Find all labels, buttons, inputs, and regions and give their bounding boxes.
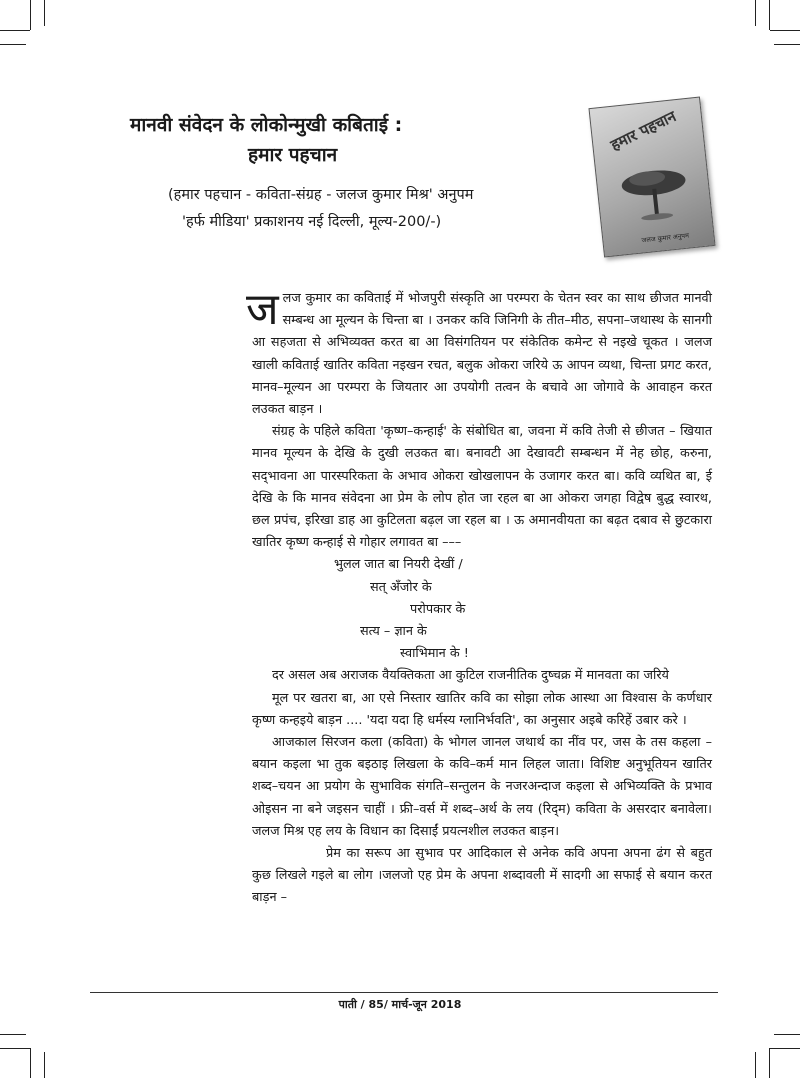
poem-line: स्वाभिमान के !	[400, 646, 469, 662]
crop-mark	[755, 0, 756, 26]
paragraph-4: आजकाल सिरजन कला (कविता) के भोगल जानल जथार्थ का नींव पर, जस के तस कहला –बयान कइला भा तुक बइठाइ लिखला के कवि–कर्म मान लिहल जाता। विशिष्ट अनुभूतियन खातिर शब्द–चयन आ प्रयोग के सुभाविक संगति–सन्तुलन के नजरअन्दाज कइला से अभिव्यक्ति के प्रभाव ओइसन ना बने जइसन चाहीं । फ्री–वर्स में शब्द–अर्थ के लय (रिद्‌म) कविता के असरदार बनावेला। जलज मिश्र एह लय के विधान का दिसाईं प्रयत्नशील लउकत बाड़न।	[252, 735, 712, 839]
poem-line: सत्य – ज्ञान के	[360, 624, 427, 640]
crop-mark	[755, 1052, 756, 1078]
poem-line: भुलल जात बा नियरी देखीं /	[334, 557, 463, 573]
book-cover-title: हमार पहचान	[607, 107, 679, 155]
crop-mark	[770, 30, 800, 31]
paragraph-2: संग्रह के पहिले कविता 'कृष्ण–कन्हाई' के संबोधित बा, जवना में कवि तेजी से छीजत – खियात मानव मूल्यन के देखि के दुखी लउकत बा। बनावटी आ देखावटी सम्बन्धन में नेह छोह, करुना, सद्‌भावना आ पारस्परिकता के अभाव ओकरा खोखलापन के उजागर करत बा। कवि व्यथित बा, ई देखि के कि मानव संवेदना आ प्रेम के लोप होत जा रहल बा आ ओकरा जगहा विद्वेष बुद्ध स्वारथ, छल प्रपंच, इरिखा डाह आ कुटिलता बढ़ल जा रहल बा । ऊ अमानवीयता का बढ़त दबाव से छुटकारा खातिर कृष्ण कन्हाई से गोहार लगावत बा –––	[252, 424, 712, 551]
book-cover-author: जलज कुमार अनुपम	[641, 231, 690, 245]
crop-mark	[30, 1048, 31, 1078]
article-body	[246, 284, 712, 910]
article-title	[130, 110, 460, 170]
crop-mark	[44, 1052, 45, 1078]
paragraph-3a: दर असल अब अराजक वैयक्तिकता आ कुटिल राजनीतिक दुष्चक्र में मानवता का जरिये	[272, 668, 669, 684]
paragraph-1-text: लज कुमार का कविताई में भोजपुरी संस्कृति आ परम्परा के चेतन स्वर का साथ छीजत मानवी सम्बन्ध आ मूल्यन के चिन्ता बा । उनकर कवि जिनिगी के तीत–मीठ, सपना–जथास्थ के सानगी आ सहजता से अभिव्यक्त करत बा आ विसंगतियन पर संकेतिक कमेन्ट से नइखे चूकत । जलज खाली कविताई खातिर कविता नइखन रचत, बलुक ओकरा जरिये ऊ आपन व्यथा, चिन्ता प्रगट करत, मानव–मूल्यन आ परम्परा के जियतार आ उपयोगी तत्वन के बचावे आ जोगावे के आवाहन करत लउकत बाड़न ।	[252, 291, 712, 418]
crop-mark	[769, 1048, 770, 1078]
footer-divider	[90, 992, 718, 993]
subtitle-line-1: (हमार पहचान - कविता-संग्रह - जलज कुमार मिश्र' अनुपम	[168, 187, 474, 203]
paragraph-1	[246, 284, 712, 421]
crop-mark	[0, 1034, 26, 1035]
poem-excerpt	[252, 554, 712, 665]
book-cover-image	[588, 97, 715, 258]
crop-mark	[774, 1034, 800, 1035]
crop-mark	[44, 0, 45, 26]
crop-mark	[770, 1048, 800, 1049]
title-line-2: हमार पहचान	[248, 144, 338, 166]
paragraph-5: प्रेम का सरूप आ सुभाव पर आदिकाल से अनेक कवि अपना अपना ढंग से बहुत कुछ लिखले गइले बा लोग ।जलजो एह प्रेम के अपना शब्दावली में सादगी आ सफाई से बयान करत बाड़न –	[252, 846, 712, 906]
tree-illustration-icon	[616, 159, 694, 226]
title-line-1: मानवी संवेदन के लोकोन्मुखी कबिताई :	[130, 114, 403, 136]
crop-mark	[0, 30, 30, 31]
crop-mark	[774, 44, 800, 45]
subtitle-line-2: 'हर्फ मीडिया' प्रकाशनय नई दिल्ली, मूल्य-200/-)	[182, 214, 442, 230]
drop-cap: ज	[246, 284, 279, 335]
crop-mark	[769, 0, 770, 30]
book-details	[168, 182, 608, 236]
crop-mark	[30, 0, 31, 30]
paragraph-3b: मूल पर खतरा बा, आ एसे निस्तार खातिर कवि का सोझा लोक आस्था आ विश्वास के कर्णधार कृष्ण कन्हइये बाड़न .... 'यदा यदा हि धर्मस्य ग्लानिर्भवति', का अनुसार अइबे करिहें उबार करे ।	[252, 690, 712, 728]
page-footer: पाती / 85/ मार्च-जून 2018	[338, 998, 462, 1011]
poem-line: परोपकार के	[410, 601, 466, 617]
crop-mark	[0, 1048, 30, 1049]
poem-line: सत् अँजोर के	[370, 579, 432, 595]
crop-mark	[0, 44, 26, 45]
